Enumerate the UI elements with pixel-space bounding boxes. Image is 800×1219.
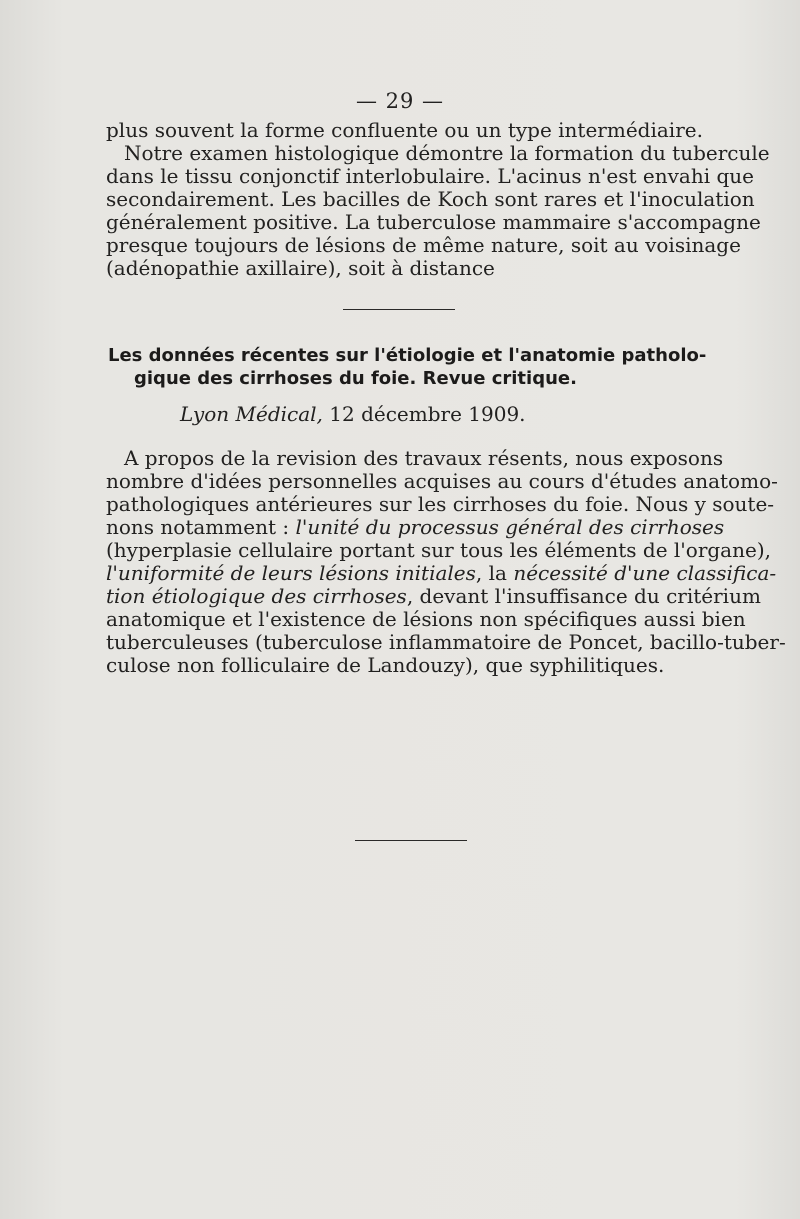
article-title-line: gique des cirrhoses du foie. Revue critique. bbox=[134, 368, 577, 389]
text-line: pathologiques antérieures sur les cirrhoses du foie. Nous y soute- bbox=[106, 492, 775, 516]
italic-segment: l'unité du processus général des cirrhoses bbox=[295, 515, 725, 539]
text-line: culose non folliculaire de Landouzy), que syphilitiques. bbox=[106, 653, 665, 677]
text-line: plus souvent la forme confluente ou un type intermédiaire. bbox=[106, 118, 703, 142]
page-number: — 29 — bbox=[355, 89, 445, 113]
text-line: (hyperplasie cellulaire portant sur tous les éléments de l'organe), bbox=[106, 538, 771, 562]
section-divider bbox=[355, 840, 467, 841]
paragraph-tuberculose-mammaire bbox=[106, 118, 770, 280]
text-segment: , devant l'insuffisance du critérium bbox=[406, 584, 761, 608]
text-line: A propos de la revision des travaux résents, nous exposons bbox=[124, 446, 724, 470]
text-line: nombre d'idées personnelles acquises au cours d'études anatomo- bbox=[106, 469, 778, 493]
article-title-line: Les données récentes sur l'étiologie et l'anatomie patholo- bbox=[108, 345, 707, 366]
text-line: (adénopathie axillaire), soit à distance bbox=[106, 256, 495, 280]
italic-segment: nécessité d'une classifica- bbox=[513, 561, 777, 585]
article-title bbox=[108, 344, 707, 390]
citation-date: 12 décembre 1909. bbox=[322, 402, 526, 426]
text-line bbox=[106, 561, 777, 585]
text-segment: nons notamment : bbox=[106, 515, 296, 539]
text-line: secondairement. Les bacilles de Koch sont rares et l'inoculation bbox=[106, 187, 755, 211]
text-line: tuberculeuses (tuberculose inflammatoire de Poncet, bacillo-tuber- bbox=[106, 630, 786, 654]
text-line: Notre examen histologique démontre la formation du tubercule bbox=[124, 141, 770, 165]
italic-segment: tion étiologique des cirrhoses bbox=[106, 584, 407, 608]
text-segment: , la bbox=[475, 561, 514, 585]
text-line: anatomique et l'existence de lésions non spécifiques aussi bien bbox=[106, 607, 746, 631]
citation-journal: Lyon Médical, bbox=[180, 402, 323, 426]
article-citation bbox=[180, 402, 526, 426]
section-divider bbox=[343, 309, 455, 310]
italic-segment: l'uniformité de leurs lésions initiales bbox=[106, 561, 476, 585]
text-line: dans le tissu conjonctif interlobulaire. L'acinus n'est envahi que bbox=[106, 164, 754, 188]
text-line: généralement positive. La tuberculose mammaire s'accompagne bbox=[106, 210, 761, 234]
text-line bbox=[106, 515, 725, 539]
text-line: presque toujours de lésions de même nature, soit au voisinage bbox=[106, 233, 741, 257]
text-line bbox=[106, 584, 761, 608]
paragraph-cirrhoses bbox=[106, 446, 786, 677]
